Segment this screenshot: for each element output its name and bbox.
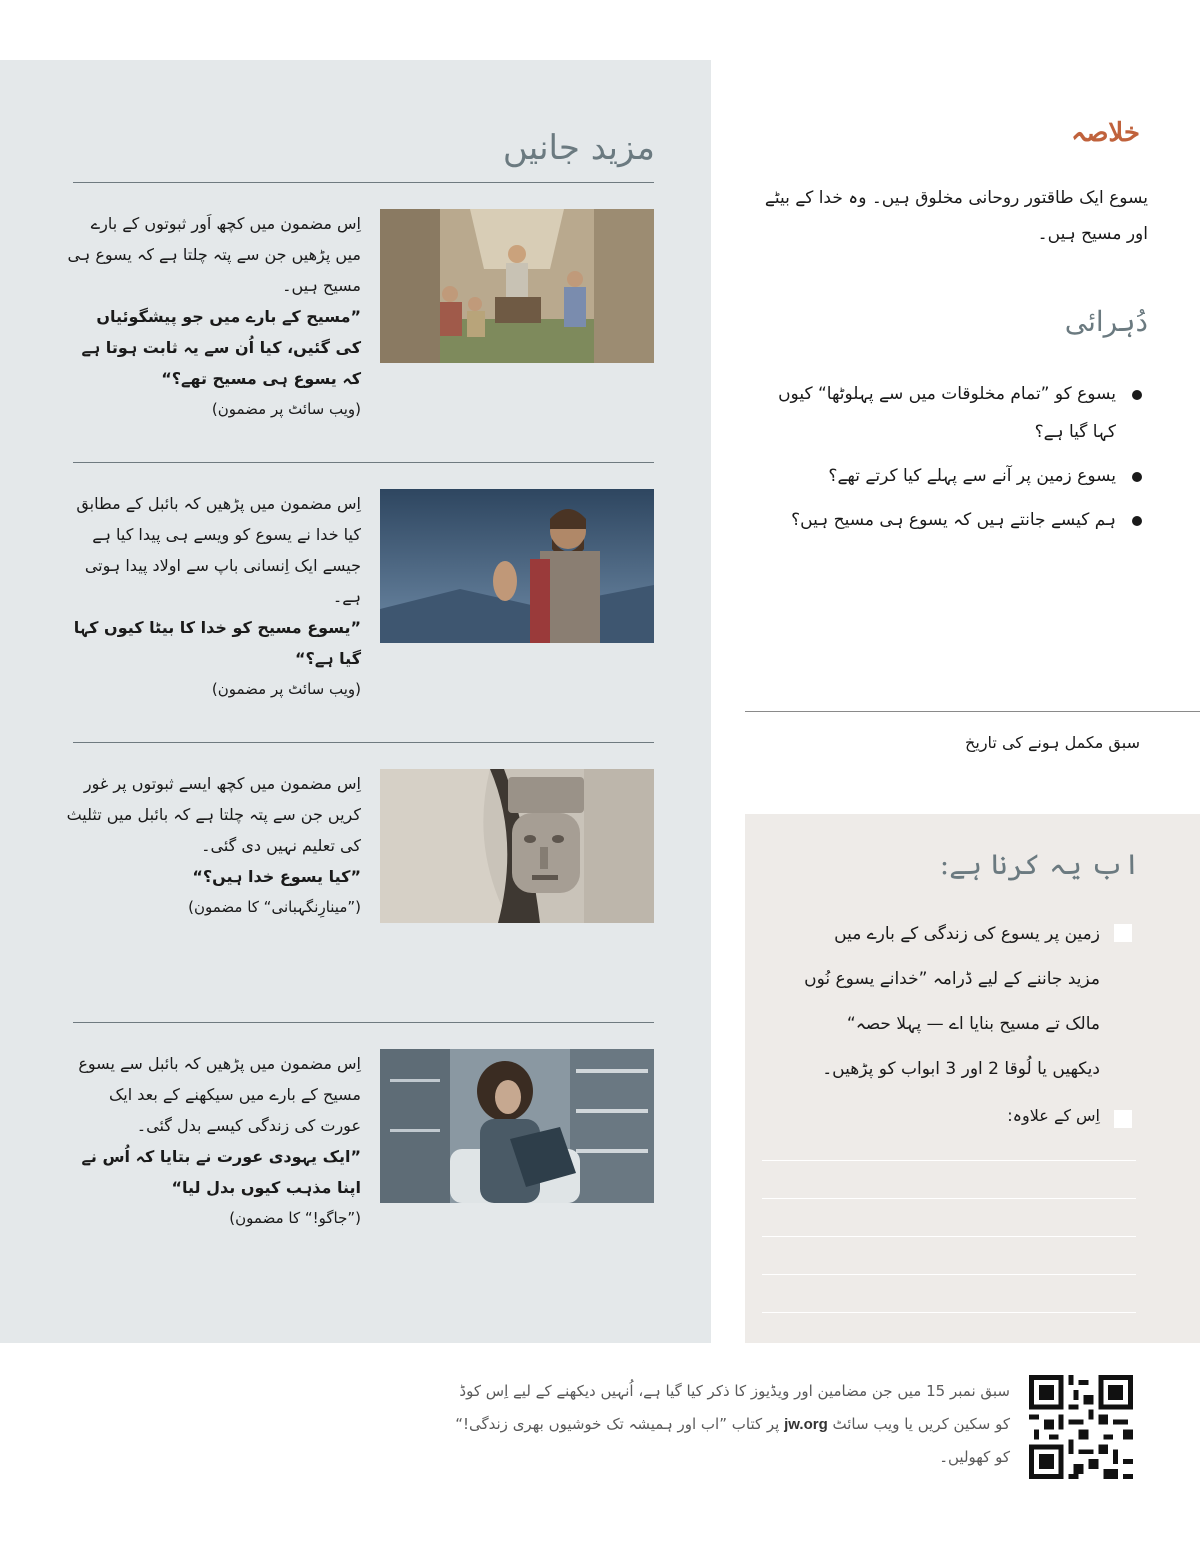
card-article-link[interactable]: ”کیا یسوع خدا ہیں؟“ — [192, 867, 361, 886]
card-article-link[interactable]: ”یسوع مسیح کو خدا کا بیٹا کیوں کہا گیا ہے؟“ — [73, 618, 361, 668]
procession-illustration[interactable] — [380, 209, 654, 363]
card-divider — [73, 182, 654, 183]
card-source: (”جاگو!“ کا مضمون) — [229, 1209, 361, 1227]
qr-code-icon[interactable] — [1029, 1375, 1133, 1479]
todo-item-1: زمین پر یسوع کی زندگی کے بارے میں مزید جاننے کے لیے ڈرامہ ”خدانے یسوع نُوں مالک تے مسیح بنایا اے — پہلا حصہ“ دیکھیں یا لُوقا 2 اور 3 ابواب کو پڑھیں۔ — [804, 924, 1100, 1079]
card-description: اِس مضمون میں کچھ اَور ثبوتوں کے بارے میں پڑھیں جن سے پتہ چلتا ہے کہ یسوع ہی مسیح ہیں۔ — [67, 214, 361, 295]
completion-date-label: سبق مکمل ہونے کی تاریخ — [965, 733, 1140, 752]
learn-more-title: مزید جانیں — [502, 128, 655, 168]
learn-more-panel — [0, 60, 711, 1343]
three-faced-sculpture[interactable] — [380, 769, 654, 923]
review-question: یسوع زمین پر آنے سے پہلے کیا کرتے تھے؟ — [770, 457, 1120, 495]
review-question: یسوع کو ”تمام مخلوقات میں سے پہلوٹھا“ کیوں کہا گیا ہے؟ — [770, 375, 1120, 451]
card-article-link[interactable]: ”مسیح کے بارے میں جو پیشگوئیاں کی گئیں، کیا اُن سے یہ ثابت ہوتا ہے کہ یسوع ہی مسیح تھے؟“ — [81, 307, 361, 388]
card-divider — [73, 742, 654, 743]
website-link[interactable]: jw.org — [784, 1416, 828, 1433]
completion-divider — [745, 711, 1200, 712]
card-description: اِس مضمون میں کچھ ایسے ثبوتوں پر غور کریں جن سے پتہ چلتا ہے کہ بائبل میں تثلیث کی تعلیم نہیں دی گئی۔ — [66, 774, 361, 855]
write-line[interactable] — [762, 1274, 1136, 1275]
learn-card-3 — [66, 768, 361, 923]
card-source: (ویب سائٹ پر مضمون) — [211, 680, 361, 698]
card-divider — [73, 1022, 654, 1023]
write-line[interactable] — [762, 1236, 1136, 1237]
todo-title: اب یہ کرنا ہے: — [939, 848, 1140, 881]
card-divider — [73, 462, 654, 463]
praying-man-illustration[interactable] — [380, 489, 654, 643]
footer-note — [450, 1375, 1010, 1474]
card-description: اِس مضمون میں پڑھیں کہ بائبل سے یسوع مسیح کے بارے میں سیکھنے کے بعد ایک عورت کی زندگی کیسے بدل گئی۔ — [78, 1054, 361, 1135]
todo-checkbox-2[interactable] — [1114, 1110, 1132, 1128]
woman-reading-photo[interactable] — [380, 1049, 654, 1203]
learn-card-2 — [66, 488, 361, 705]
learn-card-4 — [66, 1048, 361, 1234]
summary-text: یسوع ایک طاقتور روحانی مخلوق ہیں۔ وہ خدا کے بیٹے اور مسیح ہیں۔ — [764, 188, 1148, 244]
footer-text-after: پر کتاب ”اب اور ہمیشہ تک خوشیوں بھری زندگی!“ کو کھولیں۔ — [455, 1415, 1010, 1466]
card-source: (”مینارِنگہبانی“ کا مضمون) — [188, 898, 361, 916]
card-source: (ویب سائٹ پر مضمون) — [211, 400, 361, 418]
write-line[interactable] — [762, 1312, 1136, 1313]
learn-card-1 — [66, 208, 361, 425]
todo-item-2: اِس کے علاوہ: — [1007, 1106, 1100, 1125]
todo-panel — [745, 814, 1200, 1343]
card-article-link[interactable]: ”ایک یہودی عورت نے بتایا کہ اُس نے اپنا مذہب کیوں بدل لیا“ — [81, 1147, 361, 1197]
write-line[interactable] — [762, 1198, 1136, 1199]
review-question: ہم کیسے جانتے ہیں کہ یسوع ہی مسیح ہیں؟ — [770, 501, 1120, 539]
todo-checkbox-1[interactable] — [1114, 924, 1132, 942]
write-line[interactable] — [762, 1160, 1136, 1161]
card-description: اِس مضمون میں پڑھیں کہ بائبل کے مطابق کیا خدا نے یسوع کو ویسے ہی پیدا کیا ہے جیسے ایک اِنسانی باپ سے اولاد پیدا ہوتی ہے۔ — [76, 494, 361, 606]
review-title: دُہرائی — [1064, 305, 1148, 338]
footer-text-before: سبق نمبر 15 میں جن مضامین اور ویڈیوز کا ذکر کیا گیا ہے، اُنہیں دیکھنے کے لیے اِس کوڈ کو سکین کریں یا ویب سائٹ — [459, 1382, 1010, 1433]
review-list — [770, 375, 1120, 545]
summary-title: خلاصہ — [1071, 118, 1140, 148]
